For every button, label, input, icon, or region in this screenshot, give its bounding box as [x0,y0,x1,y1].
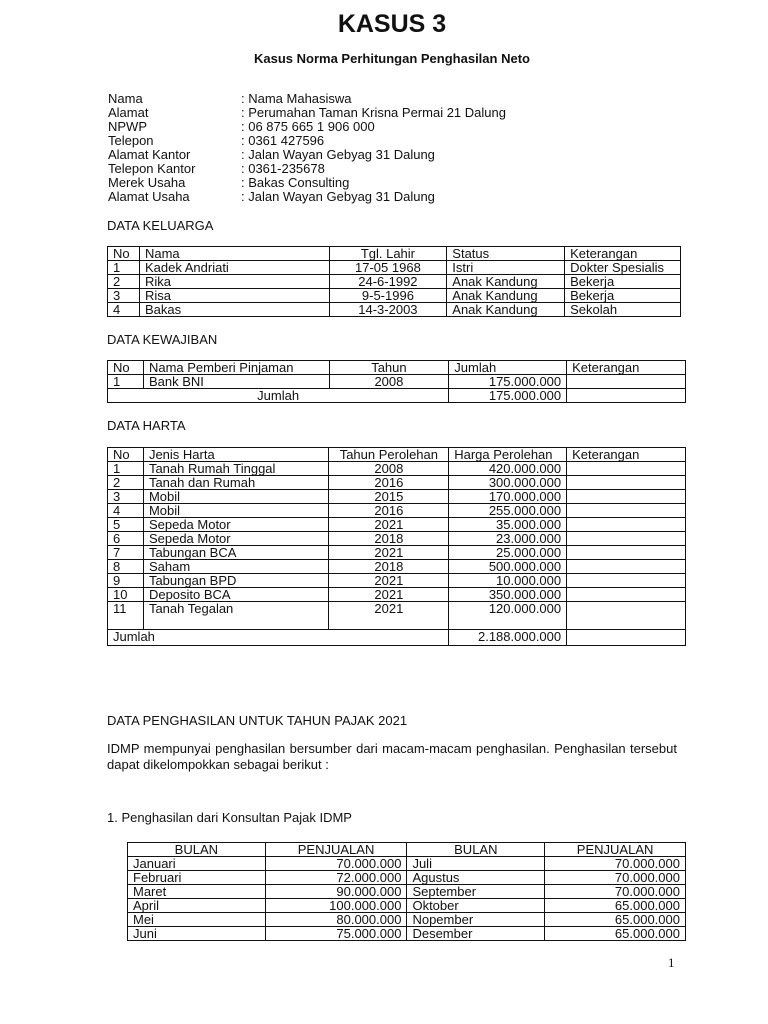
table-cell [567,490,686,504]
table-header-cell: Keterangan [567,361,686,375]
table-cell: 170.000.000 [449,490,567,504]
table-cell: 7 [108,546,144,560]
table-cell: Februari [128,871,266,885]
table-cell: 17-05 1968 [329,261,447,275]
info-row [108,176,506,190]
table-row [108,518,686,532]
info-label: Telepon Kantor [108,161,196,176]
info-label: Telepon [108,133,154,148]
table-cell: 2021 [329,546,449,560]
total-label: Jumlah [108,630,449,646]
table-cell: Tanah Rumah Tinggal [143,462,329,476]
table-cell: Nopember [407,913,545,927]
table-cell: 25.000.000 [449,546,567,560]
info-row [108,92,506,106]
table-cell: Anak Kandung [447,289,565,303]
total-row [108,630,686,646]
table-cell: 65.000.000 [545,927,686,941]
info-value: : Nama Mahasiswa [241,91,352,106]
table-cell: 70.000.000 [545,871,686,885]
table-cell: 300.000.000 [449,476,567,490]
info-value: : Jalan Wayan Gebyag 31 Dalung [241,189,435,204]
table-row [128,871,686,885]
table-cell: Sepeda Motor [143,518,329,532]
table-cell: 9 [108,574,144,588]
table-cell: 2016 [329,504,449,518]
table-cell: Tabungan BCA [143,546,329,560]
table-cell: Juni [128,927,266,941]
table-header-cell: Tahun [329,361,449,375]
table-cell: 10 [108,588,144,602]
table-cell: Maret [128,885,266,899]
table-cell: 2 [108,275,140,289]
page-subtitle: Kasus Norma Perhitungan Penghasilan Neto [254,51,530,66]
table-header-cell: PENJUALAN [265,843,407,857]
table-row [108,275,681,289]
table-cell: Anak Kandung [447,275,565,289]
info-label: Alamat Usaha [108,189,190,204]
info-label: Nama [108,91,143,106]
table-cell: 14-3-2003 [329,303,447,317]
table-cell: Saham [143,560,329,574]
table-cell: 350.000.000 [449,588,567,602]
table-cell: 8 [108,560,144,574]
section-heading-kewajiban: DATA KEWAJIBAN [107,332,218,347]
info-row [108,162,506,176]
info-row [108,134,506,148]
table-cell: 5 [108,518,144,532]
table-cell: Januari [128,857,266,871]
table-cell: Deposito BCA [143,588,329,602]
table-row [108,303,681,317]
table-cell: Sekolah [565,303,681,317]
table-row [108,462,686,476]
table-cell: Bank BNI [143,375,329,389]
page-number: 1 [668,955,675,970]
total-label: Jumlah [108,389,449,403]
table-cell [567,532,686,546]
table-kewajiban [107,360,686,403]
total-value: 2.188.000.000 [449,630,567,646]
table-cell: Sepeda Motor [143,532,329,546]
table-cell: 100.000.000 [265,899,407,913]
table-cell: 35.000.000 [449,518,567,532]
table-cell [567,560,686,574]
table-row [108,375,686,389]
table-header-cell: BULAN [407,843,545,857]
table-cell [567,574,686,588]
table-cell [567,546,686,560]
table-cell: Tanah Tegalan [143,602,329,630]
table-cell: 2018 [329,560,449,574]
table-cell: Bakas [139,303,329,317]
table-cell: 3 [108,289,140,303]
table-cell: 2008 [329,375,449,389]
table-header-cell: Keterangan [565,247,681,261]
table-cell: 70.000.000 [265,857,407,871]
table-header-cell: Jumlah [449,361,567,375]
table-header-cell: No [108,448,144,462]
table-cell: 11 [108,602,144,630]
table-cell [567,630,686,646]
table-cell: 2015 [329,490,449,504]
table-header-cell: BULAN [128,843,266,857]
table-cell: 24-6-1992 [329,275,447,289]
table-cell [567,476,686,490]
table-cell [567,389,686,403]
identity-info [108,92,506,204]
info-value: : Perumahan Taman Krisna Permai 21 Dalung [241,105,506,120]
table-cell: 70.000.000 [545,885,686,899]
table-cell: Kadek Andriati [139,261,329,275]
table-keluarga [107,246,681,317]
table-cell: Mei [128,913,266,927]
total-row [108,389,686,403]
table-row [128,885,686,899]
table-cell: 10.000.000 [449,574,567,588]
table-row [108,560,686,574]
table-cell: 70.000.000 [545,857,686,871]
table-cell [567,504,686,518]
table-header-cell: Nama [139,247,329,261]
table-header-cell: Tahun Perolehan [329,448,449,462]
table-row [108,504,686,518]
table-cell: 1 [108,462,144,476]
table-row [128,857,686,871]
info-value: : Jalan Wayan Gebyag 31 Dalung [241,147,435,162]
table-cell [567,462,686,476]
table-cell: 2016 [329,476,449,490]
table-cell: 1 [108,375,144,389]
table-cell: 23.000.000 [449,532,567,546]
info-row [108,148,506,162]
table-row [108,546,686,560]
table-cell [567,518,686,532]
table-header-cell: Nama Pemberi Pinjaman [143,361,329,375]
info-row [108,106,506,120]
table-row [108,532,686,546]
table-cell: Tanah dan Rumah [143,476,329,490]
table-row [108,289,681,303]
table-cell: 3 [108,490,144,504]
info-label: Alamat [108,105,149,120]
table-row [128,899,686,913]
table-cell: Risa [139,289,329,303]
table-cell: Desember [407,927,545,941]
page-title: KASUS 3 [337,10,447,38]
table-cell: 72.000.000 [265,871,407,885]
table-cell: Anak Kandung [447,303,565,317]
table-header-cell: Harga Perolehan [449,448,567,462]
table-cell: 120.000.000 [449,602,567,630]
info-value: : 06 875 665 1 906 000 [241,119,375,134]
table-cell: 65.000.000 [545,899,686,913]
table-header-cell: Keterangan [567,448,686,462]
info-row [108,190,506,204]
table-row [128,913,686,927]
income-paragraph: IDMP mempunyai penghasilan bersumber dari macam-macam penghasilan. Penghasilan tersebut dapat dikelompokkan sebagai berikut : [107,741,677,772]
table-cell [567,602,686,630]
section-heading-keluarga: DATA KELUARGA [107,218,214,233]
info-label: Alamat Kantor [108,147,191,162]
table-cell: 2008 [329,462,449,476]
table-cell: Rika [139,275,329,289]
table-row [108,602,686,630]
table-cell: 2021 [329,602,449,630]
table-header-cell: Status [447,247,565,261]
table-cell: Mobil [143,504,329,518]
info-value: : Bakas Consulting [241,175,350,190]
table-header-cell: No [108,247,140,261]
table-cell: Agustus [407,871,545,885]
table-cell: 2 [108,476,144,490]
info-value: : 0361 427596 [241,133,325,148]
section-heading-harta: DATA HARTA [107,418,186,433]
table-cell: September [407,885,545,899]
total-value: 175.000.000 [449,389,567,403]
table-cell: 500.000.000 [449,560,567,574]
table-cell: 80.000.000 [265,913,407,927]
table-cell: 2021 [329,588,449,602]
table-cell: Oktober [407,899,545,913]
table-harta [107,447,686,646]
info-row [108,120,506,134]
table-cell [567,375,686,389]
table-cell: Mobil [143,490,329,504]
table-cell: Bekerja [565,275,681,289]
table-cell: 2021 [329,518,449,532]
table-cell: 65.000.000 [545,913,686,927]
income-item-1: 1. Penghasilan dari Konsultan Pajak IDMP [107,810,352,825]
table-cell: 255.000.000 [449,504,567,518]
info-value: : 0361-235678 [241,161,325,176]
table-cell: 90.000.000 [265,885,407,899]
table-cell: Istri [447,261,565,275]
table-cell: 2018 [329,532,449,546]
table-row [108,490,686,504]
info-label: NPWP [108,119,147,134]
table-cell: Juli [407,857,545,871]
table-penjualan [127,842,686,941]
table-cell: 9-5-1996 [329,289,447,303]
table-cell: 1 [108,261,140,275]
table-header-cell: Jenis Harta [143,448,329,462]
table-cell: 4 [108,303,140,317]
table-row [128,927,686,941]
table-header-cell: Tgl. Lahir [329,247,447,261]
table-cell: 6 [108,532,144,546]
table-row [108,261,681,275]
info-label: Merek Usaha [108,175,186,190]
table-cell: Bekerja [565,289,681,303]
table-row [108,588,686,602]
table-cell: April [128,899,266,913]
table-header-cell: PENJUALAN [545,843,686,857]
table-row [108,574,686,588]
table-header-cell: No [108,361,144,375]
table-cell: 420.000.000 [449,462,567,476]
table-cell: 75.000.000 [265,927,407,941]
table-cell: 2021 [329,574,449,588]
table-cell [567,588,686,602]
table-cell: 175.000.000 [449,375,567,389]
section-heading-penghasilan: DATA PENGHASILAN UNTUK TAHUN PAJAK 2021 [107,713,408,728]
table-cell: 4 [108,504,144,518]
table-cell: Tabungan BPD [143,574,329,588]
table-row [108,476,686,490]
table-cell: Dokter Spesialis [565,261,681,275]
